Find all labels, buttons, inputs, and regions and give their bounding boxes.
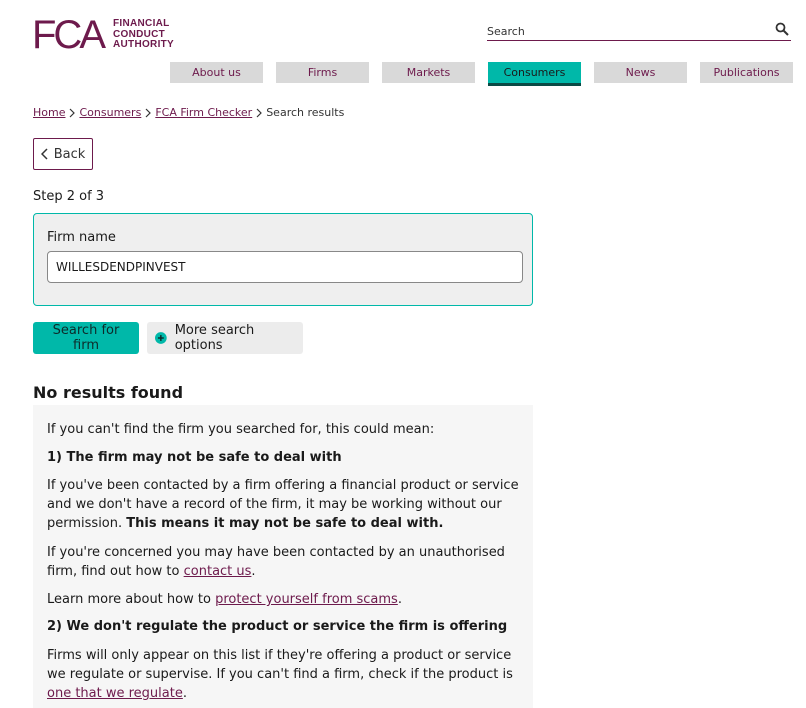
one-that-we-regulate-link[interactable]: one that we regulate xyxy=(47,686,183,701)
firm-name-label: Firm name xyxy=(47,230,116,245)
results-heading: No results found xyxy=(33,383,184,402)
logo-line: AUTHORITY xyxy=(113,39,175,51)
logo-line: FINANCIAL xyxy=(113,18,170,30)
breadcrumb-home[interactable]: Home xyxy=(33,106,66,119)
reason-1-body: If you've been contacted by a firm offering a financial product or service and we don't have a record of the firm, it may be working without our permission. xyxy=(47,478,519,531)
logo-wordmark xyxy=(113,19,174,51)
search-for-firm-button[interactable]: Search for firm xyxy=(33,322,139,354)
learn-body: Learn more about how to xyxy=(47,592,211,607)
period: . xyxy=(397,592,402,607)
concern-body: If you're concerned you may have been contacted by an unauthorised firm, find out how to xyxy=(47,545,505,579)
reason-1-heading: 1) The firm may not be safe to deal with xyxy=(47,450,342,465)
concern-text xyxy=(47,543,525,581)
firm-search-form xyxy=(33,213,533,306)
protect-from-scams-link[interactable]: protect yourself from scams xyxy=(215,592,398,607)
nav-item-publications[interactable]: Publications xyxy=(700,62,793,83)
period: . xyxy=(182,686,187,701)
reason-2-body: Firms will only appear on this list if they're offering a product or service we regulate or supervise. If you can't find a firm, check if the product is xyxy=(47,648,513,682)
period: . xyxy=(251,564,256,579)
logo-line: CONDUCT xyxy=(113,28,166,40)
reason-2-heading: 2) We don't regulate the product or service the firm is offering xyxy=(47,619,508,634)
no-results-info xyxy=(33,405,533,708)
nav-item-about-us[interactable]: About us xyxy=(170,62,263,83)
results-intro: If you can't find the firm you searched for, this could mean: xyxy=(47,422,435,437)
more-search-options-label: More search options xyxy=(174,323,255,353)
chevron-right-icon xyxy=(69,108,75,118)
learn-more-text xyxy=(47,590,525,609)
chevron-right-icon xyxy=(256,108,262,118)
firm-name-input[interactable] xyxy=(47,251,523,283)
logo-mark: FCA xyxy=(32,13,103,57)
reason-1-text xyxy=(47,476,525,533)
search-input[interactable] xyxy=(487,23,757,38)
chevron-left-icon xyxy=(41,148,48,160)
nav-item-firms[interactable]: Firms xyxy=(276,62,369,83)
main-nav xyxy=(0,62,806,86)
nav-item-consumers[interactable]: Consumers xyxy=(488,62,581,86)
breadcrumb xyxy=(33,106,344,119)
step-indicator: Step 2 of 3 xyxy=(33,189,105,204)
reason-1-warning: This means it may not be safe to deal with. xyxy=(126,516,444,531)
back-label: Back xyxy=(53,146,86,162)
chevron-right-icon xyxy=(145,108,151,118)
nav-item-news[interactable]: News xyxy=(594,62,687,83)
breadcrumb-consumers[interactable]: Consumers xyxy=(79,106,142,119)
nav-item-markets[interactable]: Markets xyxy=(382,62,475,83)
reason-2-text xyxy=(47,646,525,703)
contact-us-link[interactable]: contact us xyxy=(183,564,252,579)
breadcrumb-firm-checker[interactable]: FCA Firm Checker xyxy=(155,106,253,119)
search-icon[interactable] xyxy=(775,22,789,36)
plus-circle-icon xyxy=(155,332,167,344)
site-search xyxy=(487,20,791,41)
more-search-options-button[interactable] xyxy=(147,322,303,354)
back-button[interactable] xyxy=(33,138,93,170)
fca-logo[interactable] xyxy=(32,15,174,55)
breadcrumb-current: Search results xyxy=(266,106,345,119)
